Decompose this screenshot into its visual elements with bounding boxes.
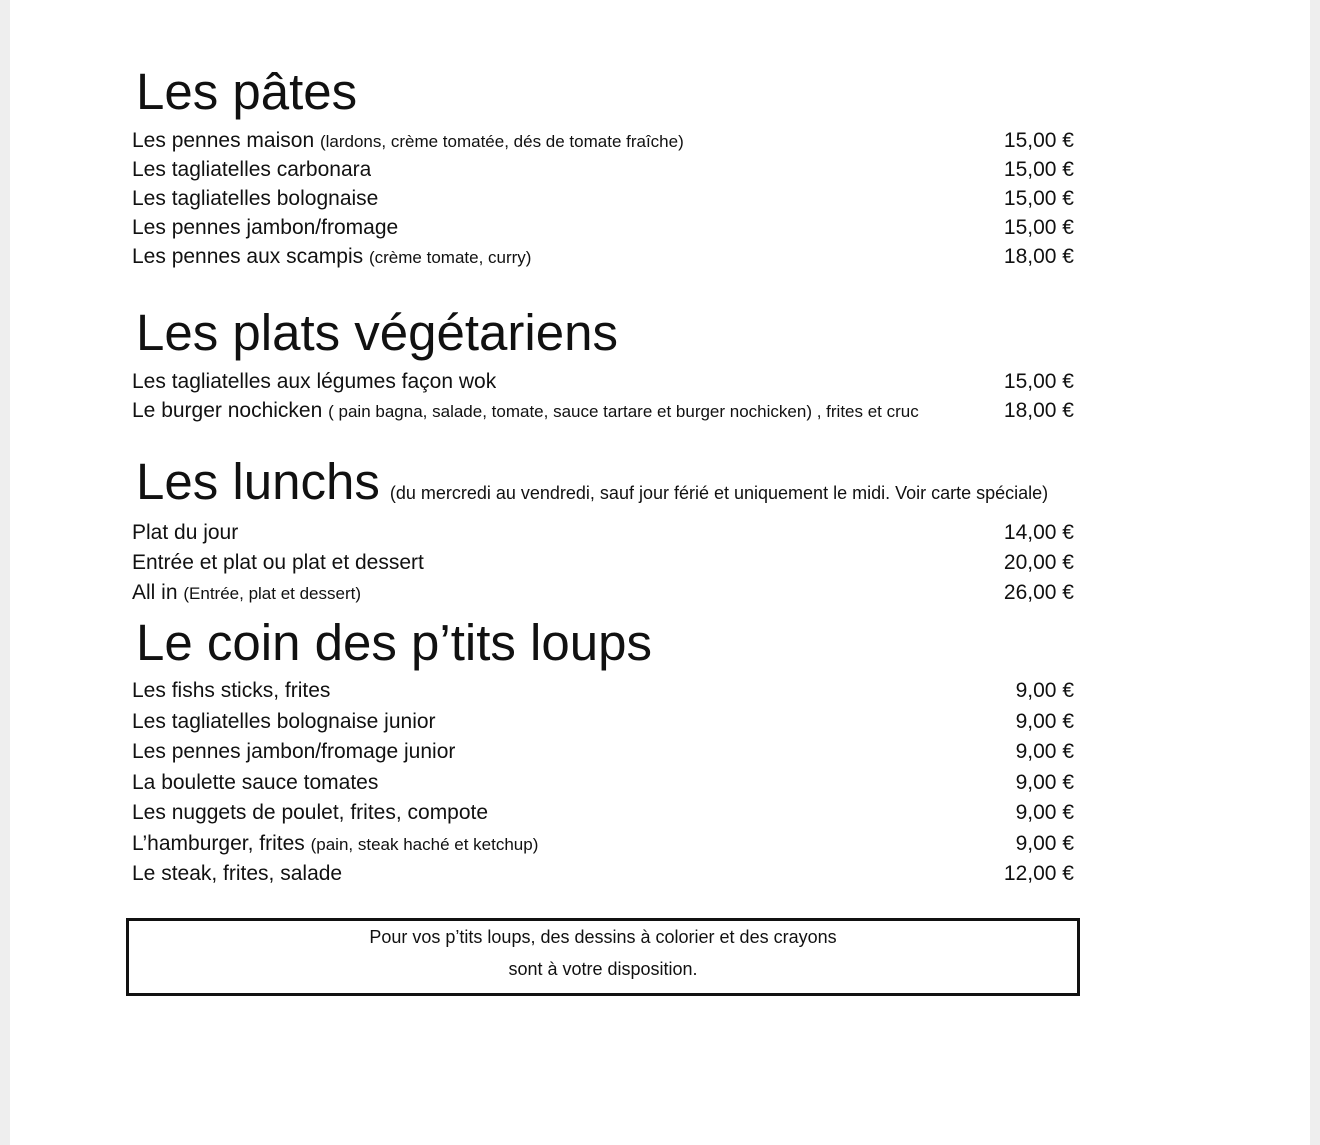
item-price: 9,00 € bbox=[1015, 709, 1074, 733]
item-note: (crème tomate, curry) bbox=[368, 248, 532, 267]
item-name: Le steak, frites, salade bbox=[132, 862, 343, 885]
item-price: 9,00 € bbox=[1015, 679, 1074, 702]
item-name: Les pennes aux scampis bbox=[132, 245, 364, 268]
item-note: (Entrée, plat et dessert) bbox=[183, 584, 362, 603]
menu-item bbox=[132, 396, 1074, 425]
item-price: 9,00 € bbox=[1015, 801, 1074, 824]
item-price: 9,00 € bbox=[1015, 770, 1074, 794]
item-price: 14,00 € bbox=[1003, 521, 1074, 544]
menu-page bbox=[10, 0, 1310, 1145]
item-name: Les fishs sticks, frites bbox=[132, 679, 331, 702]
item-name: Les tagliatelles aux légumes façon wok bbox=[132, 370, 497, 393]
section-title-ptits-loups bbox=[136, 613, 652, 673]
info-line-2: sont à votre disposition. bbox=[508, 959, 698, 979]
item-price: 9,00 € bbox=[1015, 831, 1074, 855]
section-title-text: Les pâtes bbox=[136, 63, 358, 120]
section-title-text: Le coin des p’tits loups bbox=[136, 614, 652, 671]
menu-item bbox=[132, 518, 1074, 548]
item-price: 15,00 € bbox=[1003, 370, 1074, 393]
item-name: Les pennes jambon/fromage bbox=[132, 216, 399, 239]
item-name: Le burger nochicken bbox=[132, 399, 323, 422]
item-price: 15,00 € bbox=[1003, 187, 1074, 210]
menu-item bbox=[132, 184, 1074, 213]
section-title-lunchs bbox=[136, 452, 1048, 523]
item-name: Les tagliatelles carbonara bbox=[132, 158, 372, 181]
item-price: 15,00 € bbox=[1003, 216, 1074, 239]
section-title-text: Les lunchs bbox=[136, 453, 380, 510]
section-items-pates bbox=[132, 126, 1074, 271]
section-items-vegetariens bbox=[132, 367, 1074, 425]
item-name: Les pennes jambon/fromage junior bbox=[132, 740, 456, 763]
menu-item bbox=[132, 737, 1074, 768]
item-price: 26,00 € bbox=[1003, 581, 1074, 604]
item-name: Les nuggets de poulet, frites, compote bbox=[132, 801, 489, 824]
menu-item bbox=[132, 578, 1074, 608]
item-price: 9,00 € bbox=[1015, 740, 1074, 763]
section-title-pates bbox=[136, 62, 357, 122]
item-price: 15,00 € bbox=[1003, 158, 1074, 181]
menu-item bbox=[132, 859, 1074, 890]
menu-item bbox=[132, 242, 1074, 271]
item-price: 15,00 € bbox=[1003, 129, 1074, 152]
section-title-text: Les plats végétariens bbox=[136, 304, 618, 361]
item-name: Les pennes maison bbox=[132, 129, 315, 152]
menu-item bbox=[132, 126, 1074, 155]
item-name: Les tagliatelles bolognaise bbox=[132, 187, 379, 210]
item-name: All in bbox=[132, 581, 178, 604]
info-line-1: Pour vos p’tits loups, des dessins à colorier et des crayons bbox=[369, 927, 837, 947]
item-note: (lardons, crème tomatée, dés de tomate fraîche) bbox=[319, 132, 684, 151]
kids-info-box bbox=[126, 918, 1080, 996]
item-name: L’hamburger, frites bbox=[132, 831, 305, 855]
menu-item bbox=[132, 548, 1074, 578]
item-price: 18,00 € bbox=[1003, 399, 1074, 422]
item-name: Les tagliatelles bolognaise junior bbox=[132, 709, 436, 733]
item-name: Entrée et plat ou plat et dessert bbox=[132, 551, 424, 574]
item-note: (pain, steak haché et ketchup) bbox=[310, 834, 539, 854]
menu-item bbox=[132, 829, 1074, 860]
item-price: 12,00 € bbox=[1003, 862, 1074, 885]
section-items-ptits-loups bbox=[132, 676, 1074, 890]
section-items-lunchs bbox=[132, 518, 1074, 608]
item-price: 20,00 € bbox=[1003, 551, 1074, 574]
item-note: ( pain bagna, salade, tomate, sauce tartare et burger nochicken) , frites et cruc bbox=[328, 402, 919, 421]
item-name: La boulette sauce tomates bbox=[132, 770, 379, 794]
section-title-note: (du mercredi au vendredi, sauf jour férié et uniquement le midi. Voir carte spéciale) bbox=[389, 483, 1049, 503]
menu-item bbox=[132, 768, 1074, 799]
menu-item bbox=[132, 676, 1074, 707]
menu-item bbox=[132, 155, 1074, 184]
item-name: Plat du jour bbox=[132, 521, 239, 544]
menu-item bbox=[132, 367, 1074, 396]
item-price: 18,00 € bbox=[1003, 245, 1074, 268]
menu-item bbox=[132, 707, 1074, 738]
menu-item bbox=[132, 798, 1074, 829]
menu-item bbox=[132, 213, 1074, 242]
section-title-vegetariens bbox=[136, 303, 618, 363]
